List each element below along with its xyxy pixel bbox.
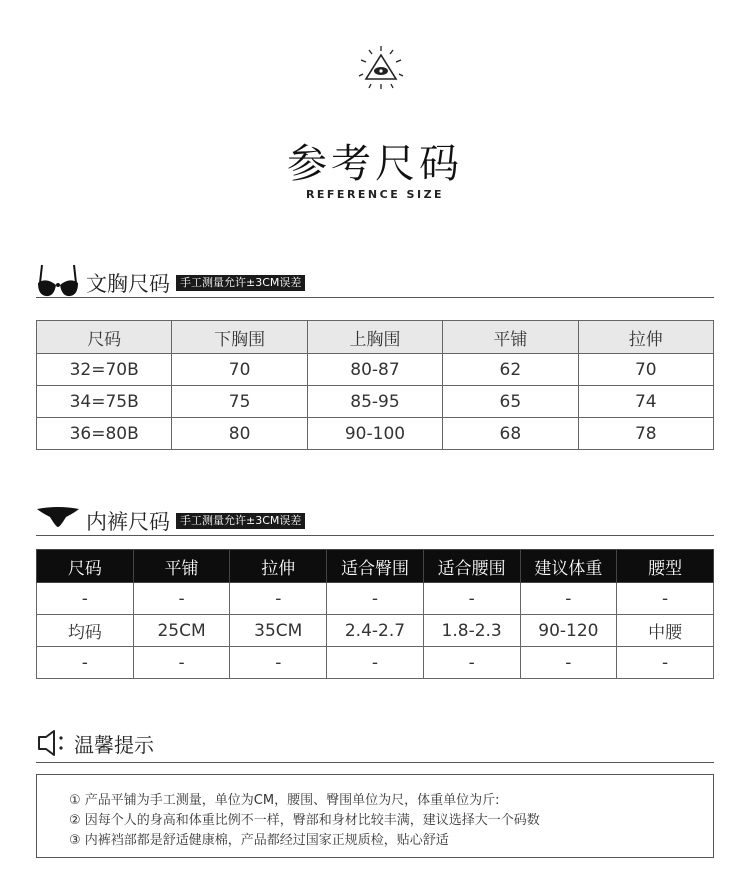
table-cell: - [133, 647, 230, 679]
table-cell: 78 [578, 418, 713, 450]
table-cell: 均码 [37, 615, 134, 647]
table-header-cell: 下胸围 [172, 321, 307, 354]
brief-size-table [36, 549, 714, 679]
table-cell: - [133, 583, 230, 615]
table-cell: - [520, 647, 617, 679]
brief-section-title: 内裤尺码 [86, 510, 170, 534]
page-title: 参考尺码 [287, 141, 463, 187]
table-cell: 90-100 [307, 418, 442, 450]
table-header-cell: 建议体重 [520, 550, 617, 583]
table-cell: 34=75B [37, 386, 172, 418]
table-header-cell: 尺码 [37, 550, 134, 583]
table-header-row [37, 321, 714, 354]
table-cell: 2.4-2.7 [327, 615, 424, 647]
table-cell: 74 [578, 386, 713, 418]
tip-line: ③ 内裤裆部都是舒适健康棉，产品都经过国家正规质检，贴心舒适 [69, 833, 449, 848]
table-cell: - [423, 647, 520, 679]
table-cell: - [617, 647, 714, 679]
table-cell: - [327, 647, 424, 679]
tips-header [36, 728, 714, 758]
bra-section-title: 文胸尺码 [86, 272, 170, 296]
table-header-row [37, 550, 714, 583]
tips-title: 温馨提示 [74, 732, 154, 757]
bra-section-header [36, 252, 714, 298]
brief-measure-tag: 手工测量允许±3CM误差 [176, 513, 305, 529]
speaker-icon [36, 728, 68, 758]
table-row [37, 354, 714, 386]
table-cell: 35CM [230, 615, 327, 647]
table-cell: - [37, 647, 134, 679]
bra-icon [36, 263, 80, 297]
brief-section-header [36, 500, 714, 536]
table-cell: 65 [443, 386, 578, 418]
table-header-cell: 适合腰围 [423, 550, 520, 583]
table-cell: - [327, 583, 424, 615]
table-header-cell: 尺码 [37, 321, 172, 354]
table-cell: 25CM [133, 615, 230, 647]
table-header-cell: 腰型 [617, 550, 714, 583]
table-cell: - [230, 583, 327, 615]
table-cell: 85-95 [307, 386, 442, 418]
tips-box [36, 774, 714, 858]
table-header-cell: 拉伸 [230, 550, 327, 583]
table-cell: 80-87 [307, 354, 442, 386]
table-cell: 68 [443, 418, 578, 450]
tip-line: ① 产品平铺为手工测量，单位为CM，腰围、臀围单位为尺，体重单位为斤: [69, 793, 500, 808]
table-row [37, 615, 714, 647]
bra-size-table [36, 320, 714, 450]
table-cell: 62 [443, 354, 578, 386]
table-cell: 36=80B [37, 418, 172, 450]
table-cell: - [617, 583, 714, 615]
table-cell: 80 [172, 418, 307, 450]
tips-divider [36, 762, 714, 763]
eye-triangle-icon [355, 44, 407, 90]
table-cell: 75 [172, 386, 307, 418]
table-row [37, 647, 714, 679]
table-cell: 中腰 [617, 615, 714, 647]
table-cell: 70 [172, 354, 307, 386]
table-header-cell: 平铺 [443, 321, 578, 354]
brief-icon [36, 505, 80, 529]
table-header-cell: 拉伸 [578, 321, 713, 354]
table-header-cell: 上胸围 [307, 321, 442, 354]
tip-line: ② 因每个人的身高和体重比例不一样，臀部和身材比较丰满，建议选择大一个码数 [69, 813, 540, 828]
table-row [37, 386, 714, 418]
table-cell: 32=70B [37, 354, 172, 386]
table-cell: - [423, 583, 520, 615]
table-header-cell: 平铺 [133, 550, 230, 583]
page-subtitle: REFERENCE SIZE [305, 188, 445, 201]
table-cell: - [520, 583, 617, 615]
table-cell: 70 [578, 354, 713, 386]
table-header-cell: 适合臀围 [327, 550, 424, 583]
table-row [37, 418, 714, 450]
bra-measure-tag: 手工测量允许±3CM误差 [176, 275, 305, 291]
table-row [37, 583, 714, 615]
table-cell: - [37, 583, 134, 615]
table-cell: 1.8-2.3 [423, 615, 520, 647]
table-cell: 90-120 [520, 615, 617, 647]
table-cell: - [230, 647, 327, 679]
